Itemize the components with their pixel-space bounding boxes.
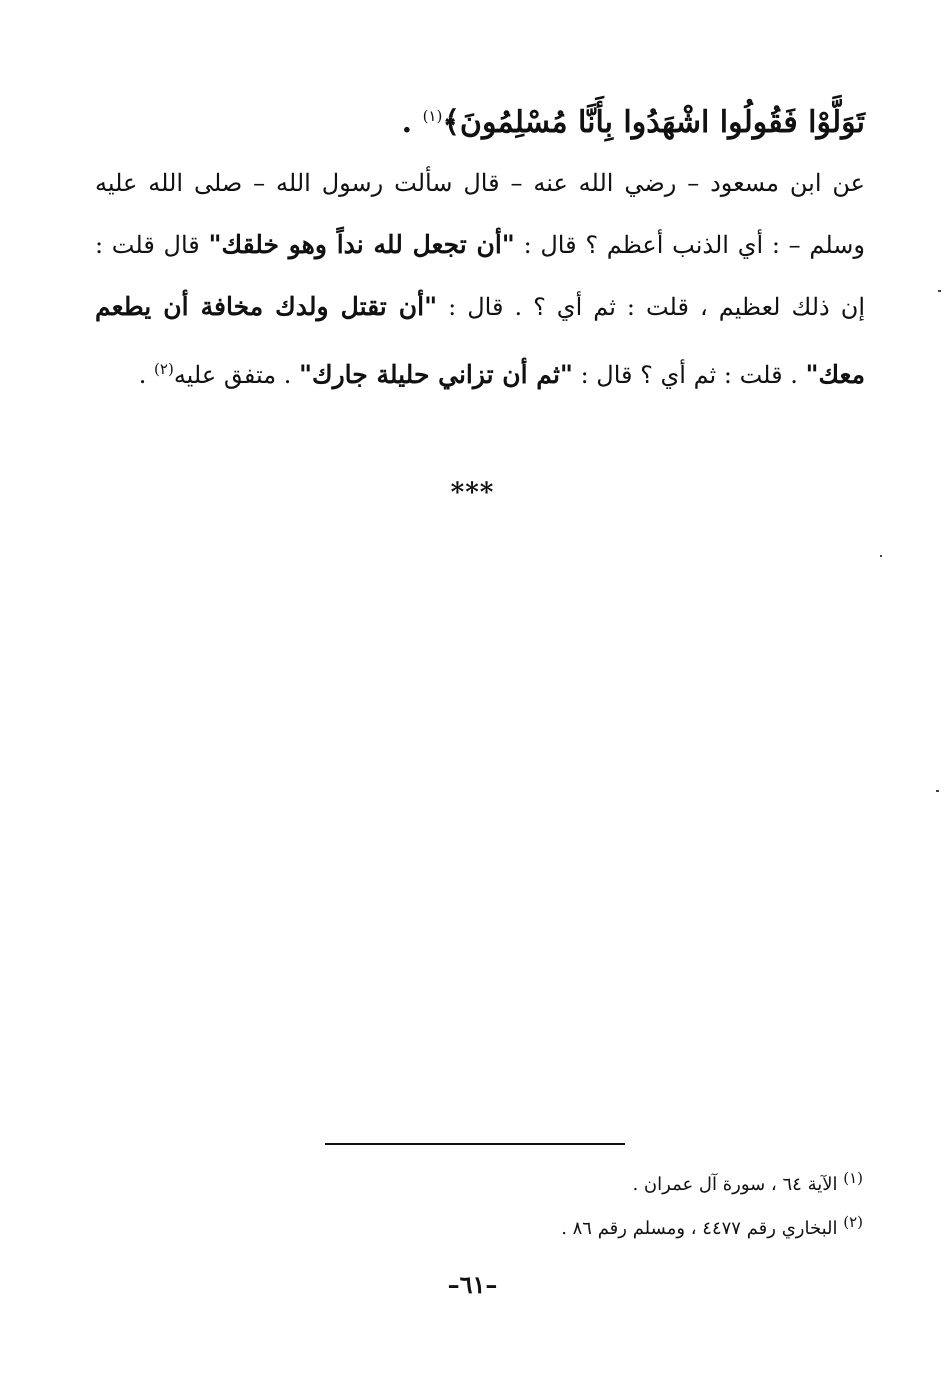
verse-text: تَوَلَّوْا فَقُولُوا اشْهَدُوا بِأَنَّا مُسْلِمُونَ﴾ <box>442 105 865 140</box>
footnote-2 <box>163 1208 863 1243</box>
hadith-intro-text: عن ابن مسعود – رضي الله عنه – قال سألت رسول الله – صلى الله عليه وسلم – : أي الذنب أعظم ؟ قال : <box>95 169 866 259</box>
footnote-2-text: البخاري رقم ٤٤٧٧ ، ومسلم رقم ٨٦ . <box>561 1218 844 1239</box>
hadith-footnote-ref: (٢) <box>154 360 174 378</box>
hadith-bold-answer-2: "أن تقتل ولدك مخافة أن يطعم معك" <box>95 292 865 389</box>
hadith-text-3: . قلت : ثم أي ؟ قال : <box>572 361 806 389</box>
footnote-1 <box>163 1164 863 1199</box>
footnote-2-number: (٢) <box>843 1213 863 1231</box>
scan-speck <box>938 290 941 292</box>
footnote-divider <box>325 1143 625 1145</box>
hadith-paragraph <box>95 152 865 406</box>
section-separator: *** <box>450 478 495 508</box>
hadith-source-text: . متفق عليه <box>173 361 299 389</box>
scan-speck <box>880 555 882 557</box>
scan-speck <box>936 790 939 792</box>
hadith-end-period: . <box>138 361 155 389</box>
page-number: –٦١– <box>447 1270 498 1299</box>
verse-footnote-ref: (١) <box>422 107 443 125</box>
hadith-bold-answer-3: "ثم أن تزاني حليلة جارك" <box>298 360 573 389</box>
footnote-1-text: الآية ٦٤ ، سورة آل عمران . <box>632 1174 844 1195</box>
verse-end-period: . <box>401 105 423 140</box>
quran-verse-line <box>85 92 865 147</box>
footnote-1-number: (١) <box>843 1169 863 1187</box>
hadith-text-2: قال قلت : إن ذلك لعظيم ، قلت : ثم أي ؟ . قال : <box>95 231 865 321</box>
hadith-bold-answer-1: "أن تجعل لله نداً وهو خلقك" <box>208 230 515 259</box>
